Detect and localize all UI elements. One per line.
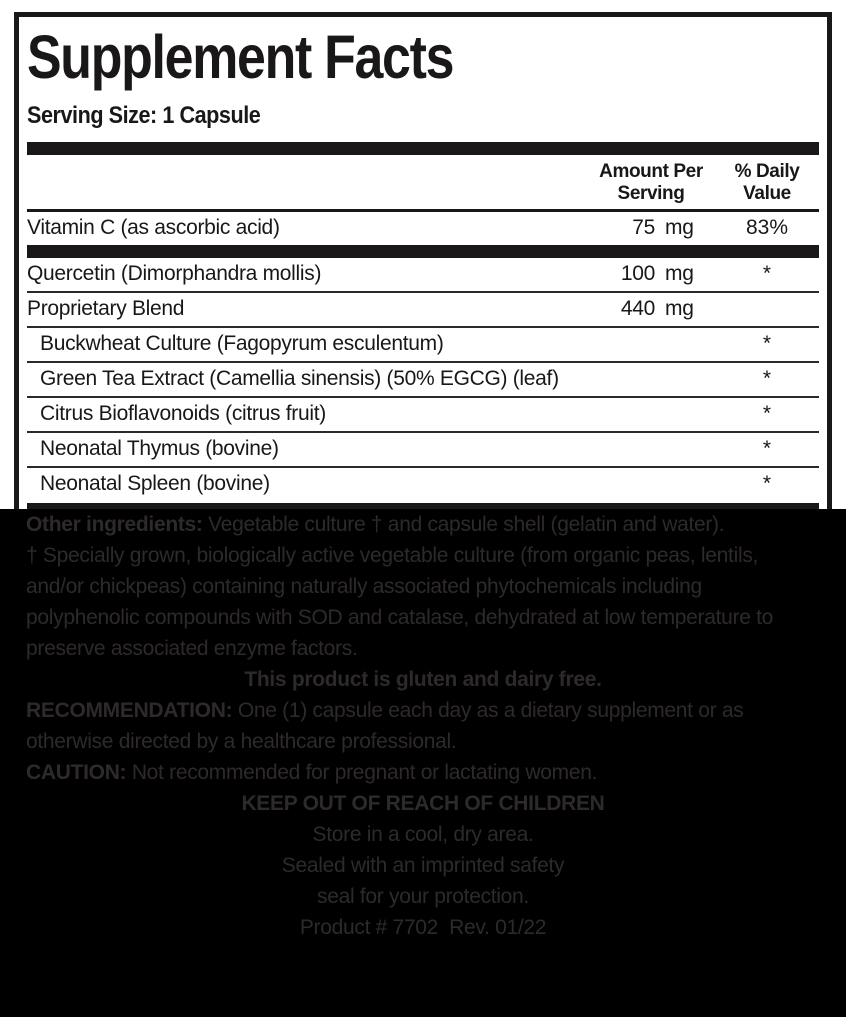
table-row (27, 398, 819, 431)
table-row (27, 468, 819, 501)
ingredient-name: Citrus Bioflavonoids (citrus fruit) (40, 401, 326, 425)
daily-value: * (762, 471, 772, 495)
ingredient-amount (587, 297, 715, 321)
ingredient-name: Neonatal Thymus (bovine) (40, 436, 279, 460)
amount-value: 75 (632, 215, 655, 239)
daily-value: * (762, 261, 772, 285)
amount-unit: mg (665, 296, 694, 320)
column-header-amount: Amount Per Serving (599, 161, 703, 204)
recommendation-text: One (1) capsule each day as a dietary supplement or as otherwise directed by a healthcare professional. (26, 699, 744, 753)
ingredient-name: Neonatal Spleen (bovine) (40, 471, 270, 495)
gluten-dairy-statement: This product is gluten and dairy free. (244, 668, 602, 691)
ingredient-name: Buckwheat Culture (Fagopyrum esculentum) (40, 331, 444, 355)
keep-out-warning: KEEP OUT OF REACH OF CHILDREN (241, 792, 605, 815)
other-ingredients-label: Other ingredients: (26, 513, 203, 536)
table-row (27, 433, 819, 466)
amount-unit: mg (665, 215, 694, 239)
other-ingredients (26, 509, 820, 540)
serving-size-text: Serving Size: 1 Capsule (27, 102, 261, 129)
caution-text: Not recommended for pregnant or lactating women. (131, 761, 598, 784)
seal-statement-line2: seal for your protection. (317, 885, 529, 908)
table-row (27, 212, 819, 245)
divider-thick-top (27, 142, 819, 155)
ingredient-name: Green Tea Extract (Camellia sinensis) (50% EGCG) (leaf) (40, 366, 559, 390)
dagger-note: † Specially grown, biologically active vegetable culture (from organic peas, lentils, and/or chickpeas) containing naturally associated phytochemicals including polyphenolic compounds with SOD and catalase, dehydrated at low temperature to preserve associated enzyme factors. (26, 544, 774, 660)
daily-value: * (762, 331, 772, 355)
ingredient-amount (587, 216, 715, 240)
column-header-daily-value: % Daily Value (734, 161, 800, 204)
amount-value: 440 (620, 296, 655, 320)
seal-statement-line1: Sealed with an imprinted safety (281, 854, 565, 877)
daily-value: * (762, 366, 772, 390)
caution-label: CAUTION: (26, 761, 127, 784)
recommendation (26, 695, 820, 757)
recommendation-label: RECOMMENDATION: (26, 699, 233, 722)
table-row (27, 328, 819, 361)
table-row (27, 363, 819, 396)
ingredient-name: Vitamin C (as ascorbic acid) (27, 215, 280, 239)
ingredient-amount (587, 262, 715, 286)
table-header-row (27, 155, 819, 209)
ingredient-name: Proprietary Blend (27, 296, 185, 320)
amount-unit: mg (665, 261, 694, 285)
ingredient-name: Quercetin (Dimorphandra mollis) (27, 261, 322, 285)
supplement-facts-panel (14, 12, 832, 509)
other-ingredients-text: Vegetable culture † and capsule shell (gelatin and water). (208, 513, 725, 536)
daily-value: * (762, 401, 772, 425)
page-title: Supplement Facts (27, 23, 454, 91)
daily-value: 83% (745, 215, 789, 239)
caution (26, 757, 820, 788)
product-number: Product # 7702 Rev. 01/22 (299, 916, 547, 939)
table-row (27, 258, 819, 291)
table-row (27, 293, 819, 326)
storage-instruction: Store in a cool, dry area. (312, 823, 534, 846)
daily-value: * (762, 436, 772, 460)
amount-value: 100 (620, 261, 655, 285)
divider-thick-mid (27, 245, 819, 258)
info-band (0, 509, 846, 1017)
